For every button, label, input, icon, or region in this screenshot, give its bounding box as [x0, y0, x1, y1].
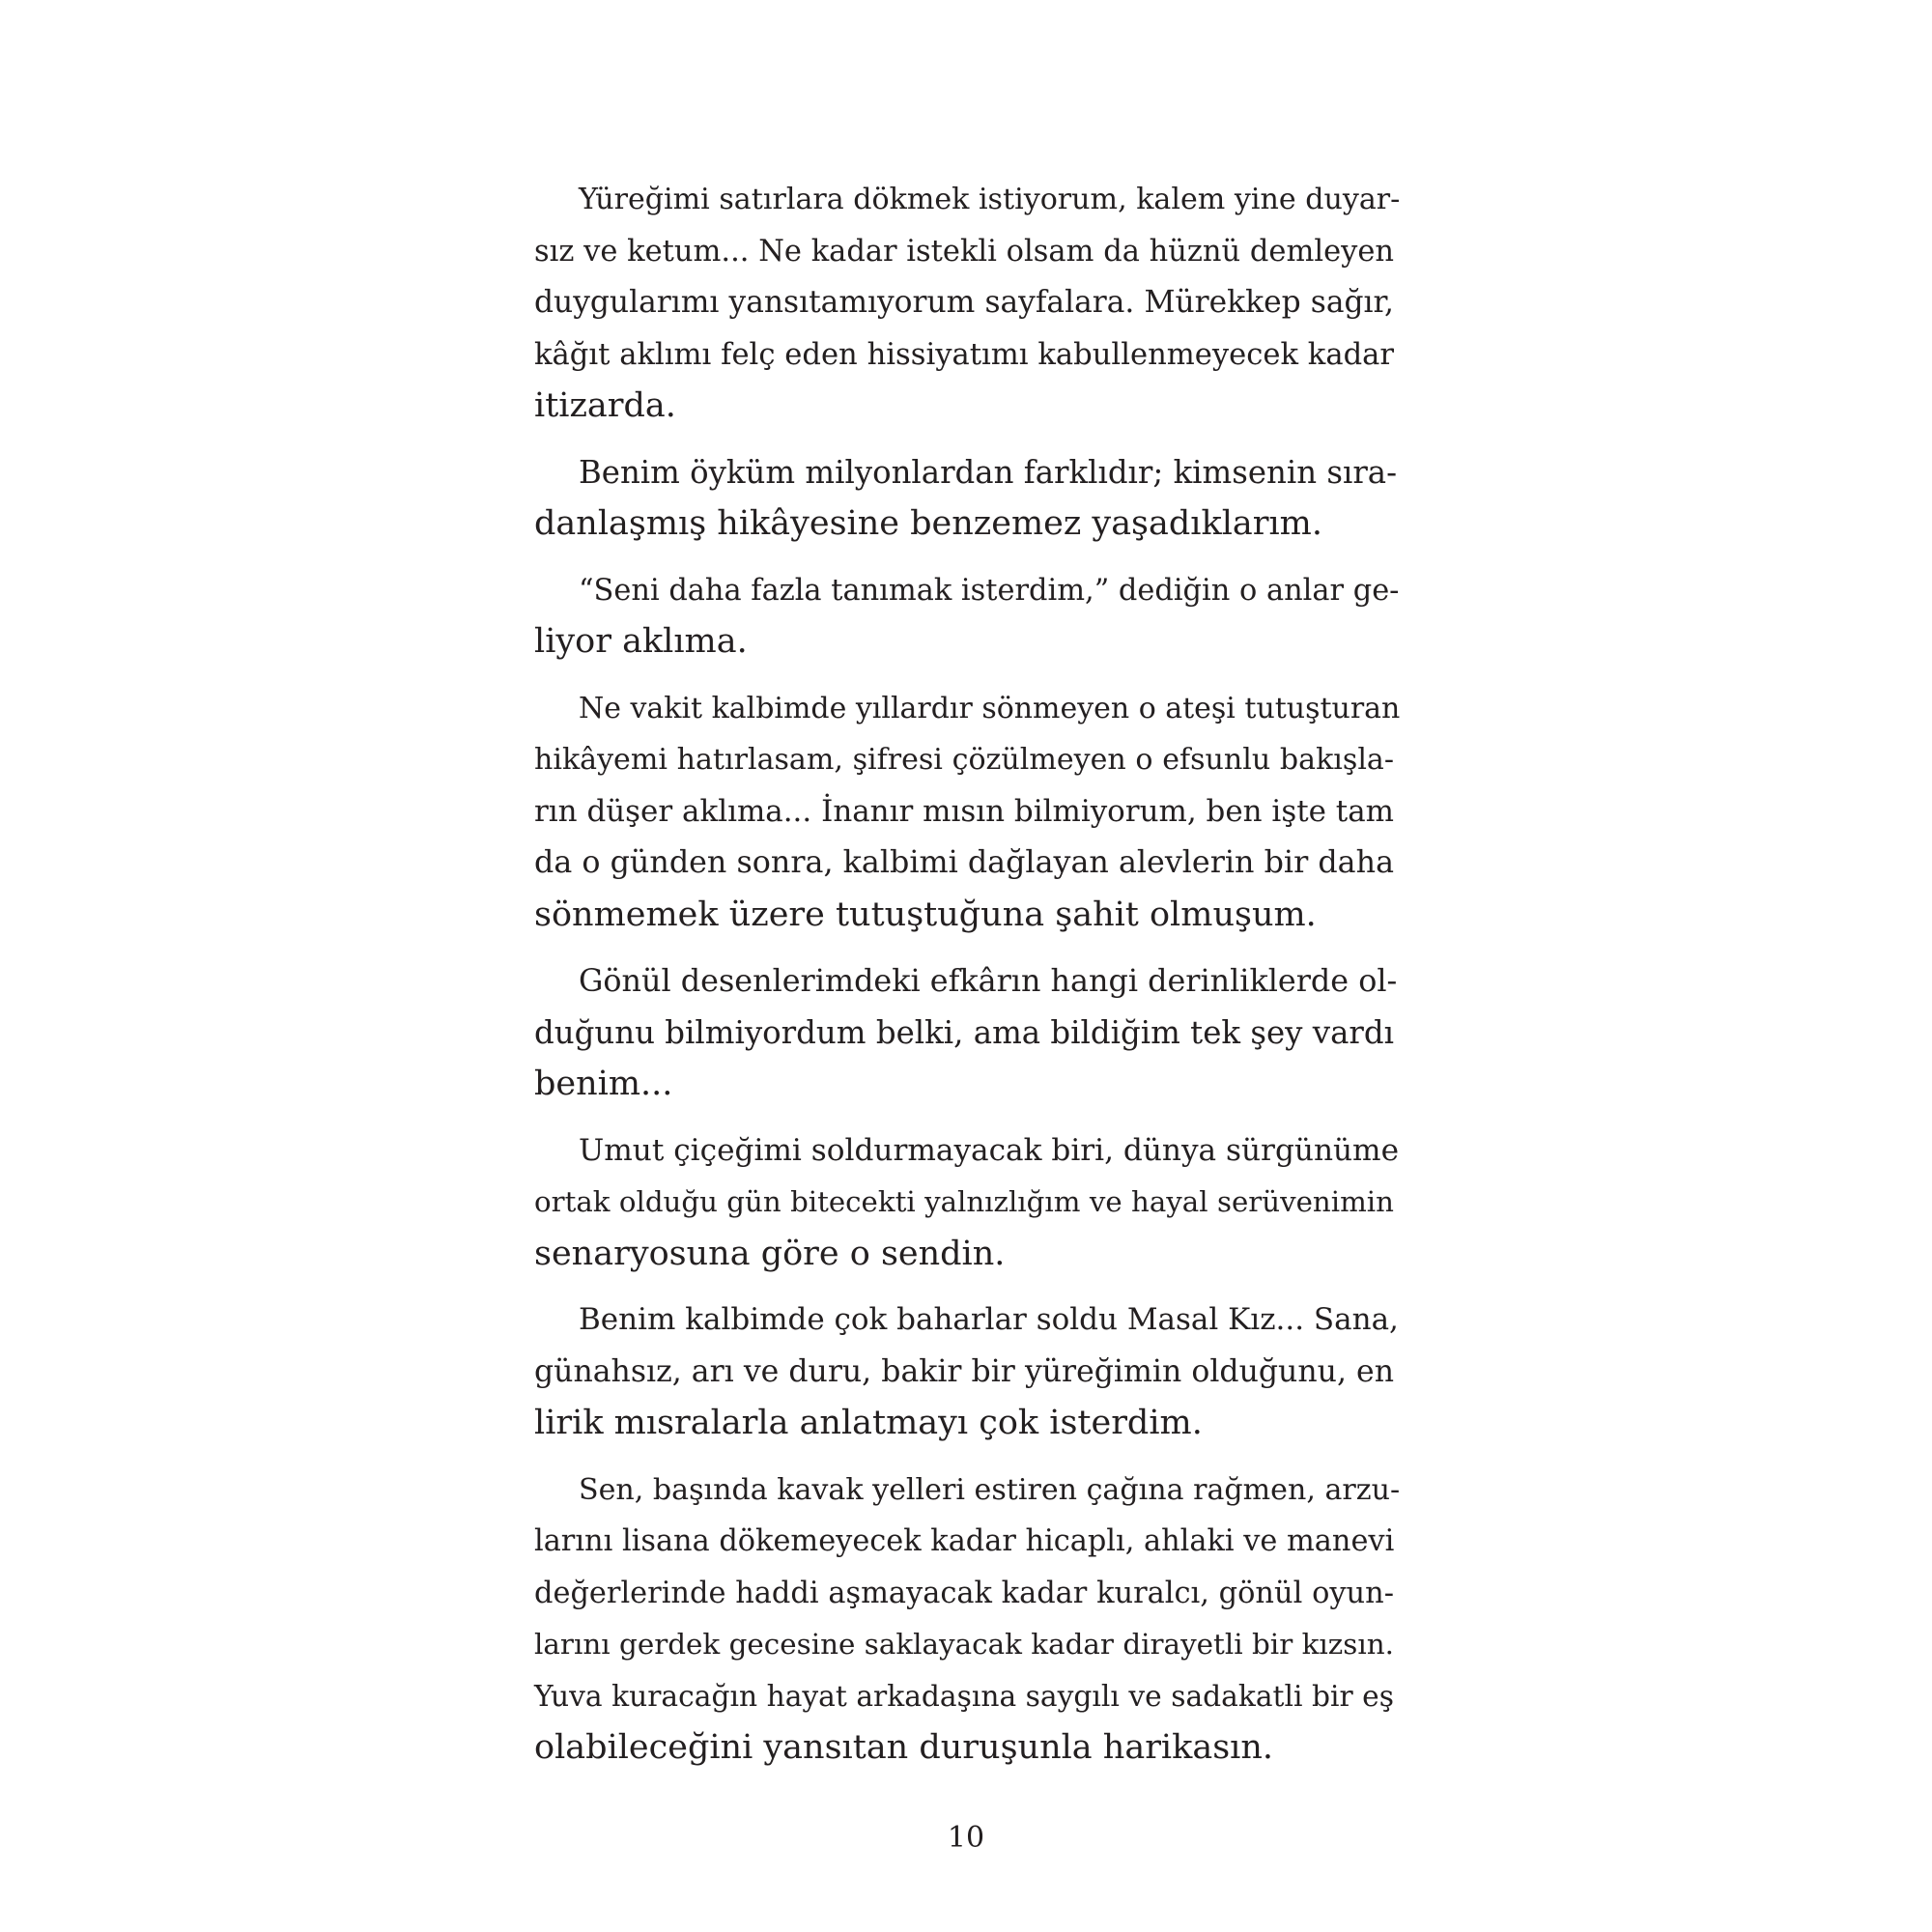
text-line: kâğıt aklımı felç eden hissiyatımı kabullenmeyecek kadar — [534, 337, 1394, 372]
text-line: rın düşer aklıma... İnanır mısın bilmiyorum, ben işte tam — [534, 793, 1394, 829]
text-line: itizarda. — [534, 386, 676, 425]
text-line: hikâyemi hatırlasam, şifresi çözülmeyen o efsunlu bakışla- — [534, 743, 1394, 777]
text-line: sız ve ketum... Ne kadar istekli olsam da hüznü demleyen — [534, 234, 1394, 269]
paragraph-6 — [534, 1125, 1400, 1281]
text-line: danlaşmış hikâyesine benzemez yaşadıklarım. — [534, 504, 1322, 543]
text-line: Yuva kuracağın hayat arkadaşına saygılı ve sadakatli bir eş — [534, 1679, 1394, 1714]
text-line: Benim öyküm milyonlardan farklıdır; kimsenin sıra- — [579, 453, 1398, 491]
text-line: da o günden sonra, kalbimi dağlayan alevlerin bir daha — [534, 845, 1394, 880]
text-line: olabileceğini yansıtan duruşunla harikasın. — [534, 1728, 1274, 1767]
page-number: 10 — [947, 1821, 985, 1855]
paragraph-5 — [534, 955, 1398, 1111]
text-line: lirik mısralarla anlatmayı çok isterdim. — [534, 1404, 1203, 1442]
text-line: larını lisana dökemeyecek kadar hicaplı, ahlaki ve manevi — [534, 1524, 1395, 1558]
text-line: Sen, başında kavak yelleri estiren çağına rağmen, arzu- — [579, 1472, 1401, 1507]
text-line: Gönül desenlerimdeki efkârın hangi derinliklerde ol- — [579, 962, 1398, 999]
paragraph-2 — [534, 447, 1398, 551]
paragraph-1 — [534, 174, 1401, 433]
text-line: “Seni daha fazla tanımak isterdim,” dediğin o anlar ge- — [579, 573, 1400, 608]
text-line: Ne vakit kalbimde yıllardır sönmeyen o ateşi tutuşturan — [579, 691, 1401, 725]
text-line: Yüreğimi satırlara dökmek istiyorum, kalem yine duyar- — [579, 183, 1401, 216]
paragraph-7 — [534, 1294, 1399, 1450]
text-line: sönmemek üzere tutuştuğuna şahit olmuşum. — [534, 895, 1317, 934]
paragraph-8 — [534, 1464, 1401, 1775]
text-line: değerlerinde haddi aşmayacak kadar kuralcı, gönül oyun- — [534, 1576, 1394, 1610]
text-line: günahsız, arı ve duru, bakir bir yüreğimin olduğunu, en — [534, 1353, 1394, 1389]
text-line: Benim kalbimde çok baharlar soldu Masal Kız... Sana, — [579, 1302, 1399, 1337]
text-line: benim... — [534, 1065, 673, 1103]
text-line: liyor aklıma. — [534, 622, 748, 661]
paragraph-4 — [534, 683, 1401, 942]
text-line: senaryosuna göre o sendin. — [534, 1234, 1006, 1273]
text-line: duygularımı yansıtamıyorum sayfalara. Mürekkep sağır, — [534, 285, 1394, 320]
text-line: larını gerdek gecesine saklayacak kadar dirayetli bir kızsın. — [534, 1628, 1394, 1661]
body-text — [534, 174, 1401, 1789]
text-line: Umut çiçeğimi soldurmayacak biri, dünya sürgünüme — [579, 1132, 1400, 1168]
paragraph-3 — [534, 565, 1400, 668]
text-line: ortak olduğu gün bitecekti yalnızlığım ve hayal serüvenimin — [534, 1185, 1394, 1218]
text-line: duğunu bilmiyordum belki, ama bildiğim tek şey vardı — [534, 1013, 1394, 1051]
